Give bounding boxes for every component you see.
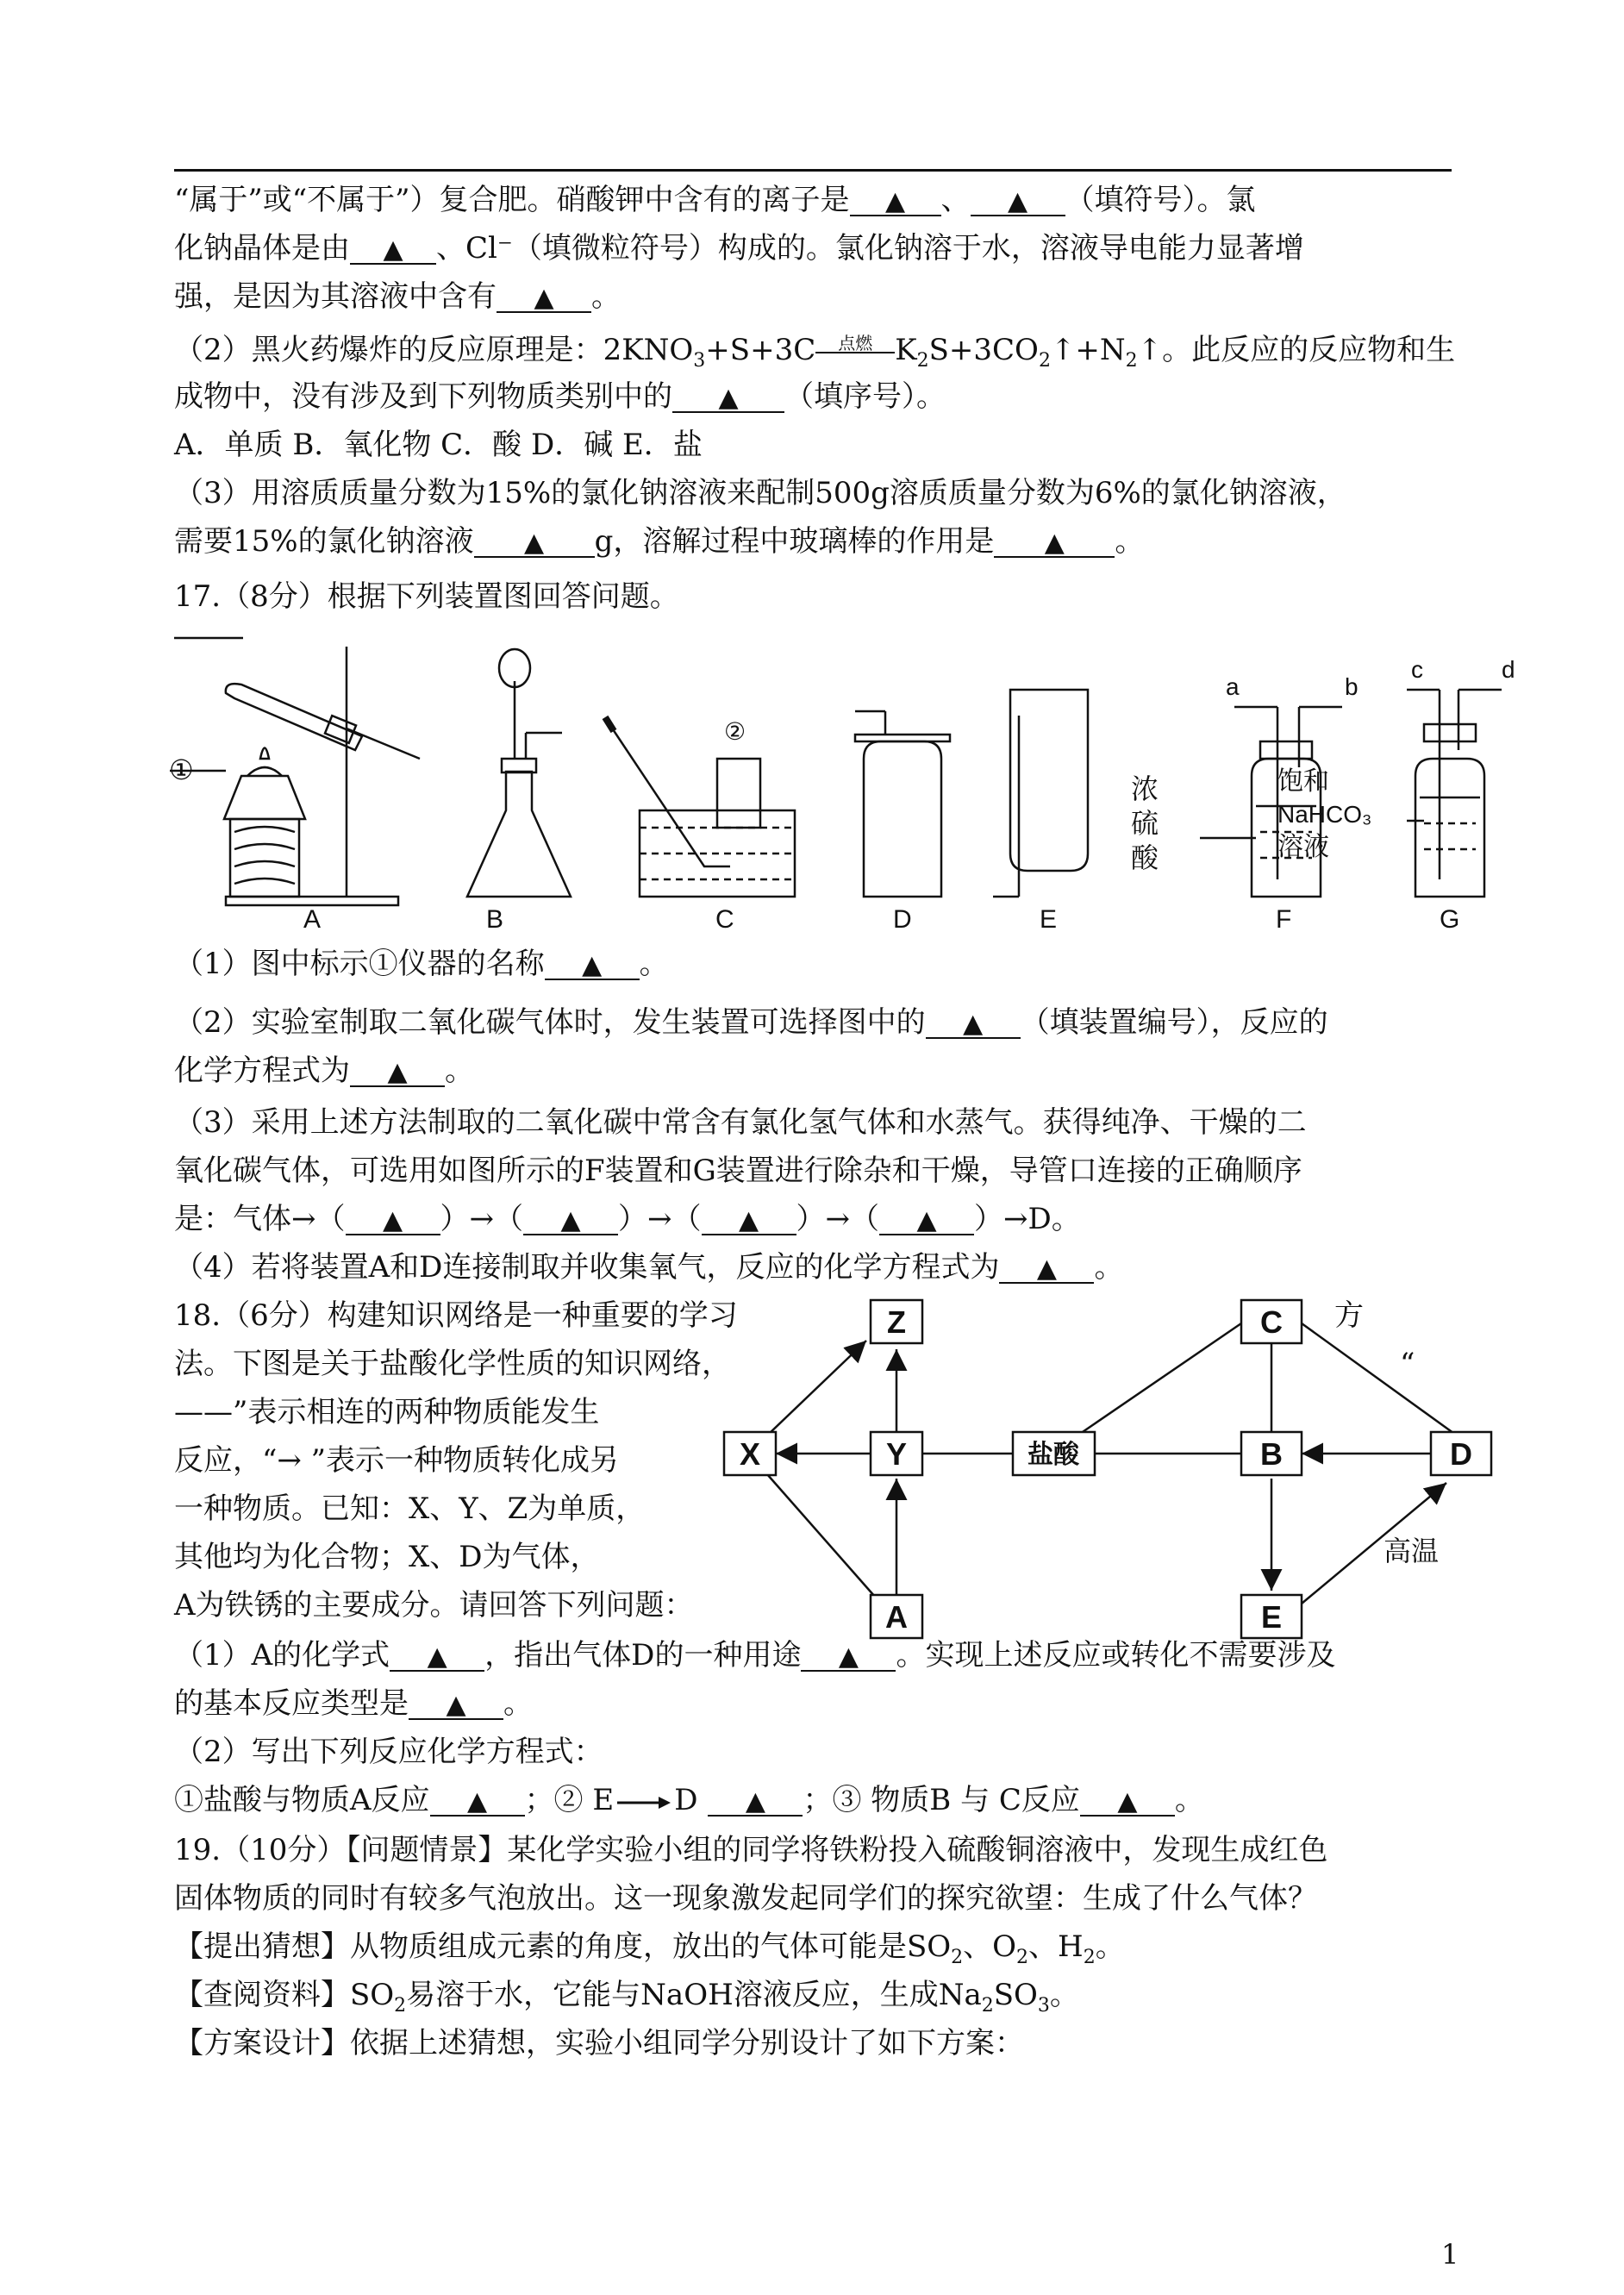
answer-blank[interactable]: ▲: [850, 187, 941, 216]
text-line: A为铁锈的主要成分。请回答下列问题：: [174, 1588, 694, 1623]
answer-blank[interactable]: ▲: [523, 1206, 618, 1235]
svg-text:硫: 硫: [1131, 808, 1159, 839]
svg-text:A: A: [885, 1599, 908, 1635]
svg-text:C: C: [1260, 1304, 1283, 1340]
svg-text:D: D: [893, 905, 912, 934]
text-line: （3）采用上述方法制取的二氧化碳中常含有氯化氢气体和水蒸气。获得纯净、干燥的二: [174, 1105, 1307, 1140]
text-line: 【提出猜想】从物质组成元素的角度，放出的气体可能是$SO_2$、$O_2$、$H_2$。: [174, 1929, 1125, 1968]
svg-text:酸: 酸: [1131, 842, 1159, 873]
svg-text:X: X: [739, 1436, 761, 1472]
text-line: 是：气体→（ ▲ ）→（ ▲ ）→（ ▲ ）→（ ▲ ）→D。: [174, 1202, 1081, 1236]
apparatus-d: [855, 711, 950, 934]
question-17-title: 17.（8分）根据下列装置图回答问题。: [174, 579, 679, 614]
text-line: （2）实验室制取二氧化碳气体时，发生装置可选择图中的 ▲ （填装置编号），反应的: [174, 1005, 1328, 1040]
text-line: ——”表示相连的两种物质能发生: [174, 1395, 600, 1429]
svg-text:E: E: [1260, 1599, 1283, 1635]
apparatus-figure: [169, 638, 1515, 934]
answer-blank[interactable]: ▲: [672, 384, 784, 413]
marker-1: ①: [169, 754, 194, 785]
answer-blank[interactable]: ▲: [994, 528, 1115, 558]
text-line: 强，是因为其溶液中含有 ▲ 。: [174, 279, 621, 314]
answer-blank[interactable]: ▲: [545, 951, 640, 980]
text-line: 的基本反应类型是 ▲ 。: [174, 1686, 533, 1721]
svg-text:F: F: [1276, 905, 1292, 934]
svg-text:饱和: 饱和: [1277, 767, 1329, 796]
page-number: 1: [1441, 2238, 1459, 2271]
reaction-condition: 点燃: [838, 333, 873, 353]
text-line: 反应，“→ ”表示一种物质转化成另: [174, 1443, 620, 1478]
apparatus-c: [605, 717, 795, 934]
answer-blank[interactable]: ▲: [350, 235, 436, 265]
text-line: （4）若将装置A和D连接制取并收集氧气，反应的化学方程式为 ▲ 。: [174, 1250, 1124, 1285]
text-line: （1）A的化学式 ▲ ，指出气体D的一种用途 ▲ 。实现上述反应或转化不需要涉及: [174, 1638, 1336, 1673]
answer-blank[interactable]: ▲: [346, 1206, 440, 1235]
text-line: 固体物质的同时有较多气泡放出。这一现象激发起同学们的探究欲望：生成了什么气体？: [174, 1881, 1317, 1916]
svg-text:C: C: [715, 905, 734, 934]
svg-text:A: A: [303, 905, 322, 934]
edge-label-high-temp: 高温: [1384, 1535, 1440, 1566]
text-line: 【方案设计】依据上述猜想，实验小组同学分别设计了如下方案：: [174, 2026, 1024, 2060]
text-line: 氧化碳气体，可选用如图所示的F装置和G装置进行除杂和干燥，导管口连接的正确顺序: [174, 1154, 1302, 1188]
svg-text:盐酸: 盐酸: [1027, 1441, 1079, 1469]
arrow-icon: [614, 1785, 674, 1819]
answer-blank[interactable]: ▲: [879, 1206, 974, 1235]
svg-text:D: D: [1450, 1436, 1472, 1472]
apparatus-b: [467, 649, 571, 934]
answer-blank[interactable]: ▲: [702, 1206, 796, 1235]
svg-text:Z: Z: [887, 1304, 906, 1340]
answer-blank[interactable]: ▲: [497, 284, 591, 313]
text-line: （3）用溶质质量分数为15%的氯化钠溶液来配制500g溶质质量分数为6%的氯化钠溶液，: [174, 476, 1346, 510]
text-line: 化学方程式为 ▲ 。: [174, 1054, 474, 1088]
text-line: 一种物质。已知：X、Y、Z为单质，: [174, 1491, 646, 1526]
text-line: 【查阅资料】$SO_2$易溶于水，它能与NaOH溶液反应，生成$Na_2SO_3$。: [174, 1978, 1079, 2017]
text-line: “属于”或“不属于”）复合肥。硝酸钾中含有的离子是 ▲ 、 ▲ （填符号）。氯: [174, 183, 1256, 217]
answer-blank[interactable]: ▲: [801, 1642, 896, 1672]
port-b: b: [1345, 673, 1359, 700]
question-18-title: 18.（6分）构建知识网络是一种重要的学习: [174, 1298, 738, 1333]
options-line: A．单质 B．氧化物 C．酸 D．碱 E．盐: [174, 428, 703, 462]
answer-blank[interactable]: ▲: [708, 1787, 803, 1817]
answer-blank[interactable]: ▲: [430, 1787, 525, 1817]
svg-text:Y: Y: [885, 1436, 908, 1472]
text-line: （2）写出下列反应化学方程式：: [174, 1735, 603, 1769]
apparatus-e: [993, 690, 1088, 934]
svg-text:E: E: [1040, 905, 1058, 934]
port-c: c: [1411, 656, 1423, 683]
answer-blank[interactable]: ▲: [971, 187, 1065, 216]
svg-text:B: B: [1260, 1436, 1283, 1472]
answer-blank[interactable]: ▲: [390, 1642, 484, 1672]
answer-blank[interactable]: ▲: [926, 1010, 1021, 1039]
svg-text:浓: 浓: [1131, 773, 1159, 804]
text-line: 化钠晶体是由 ▲ 、Cl⁻（填微粒符号）构成的。氯化钠溶于水，溶液导电能力显著增: [174, 231, 1304, 266]
apparatus-g: [1277, 656, 1515, 934]
answer-blank[interactable]: ▲: [999, 1254, 1094, 1284]
answer-blank[interactable]: ▲: [1080, 1787, 1175, 1817]
svg-text:B: B: [486, 905, 504, 934]
answer-blank[interactable]: ▲: [409, 1691, 503, 1720]
port-a: a: [1226, 673, 1240, 700]
marker-2: ②: [724, 718, 746, 745]
text-line: 成物中，没有涉及到下列物质类别中的 ▲ （填序号）。: [174, 379, 946, 414]
text-line: （1）图中标示①仪器的名称 ▲ 。: [174, 947, 669, 981]
port-d: d: [1502, 656, 1515, 683]
svg-text:溶液: 溶液: [1277, 833, 1329, 861]
answer-blank[interactable]: ▲: [474, 528, 595, 558]
apparatus-a: [169, 638, 420, 934]
knowledge-network-diagram: [707, 1293, 1508, 1638]
svg-text:G: G: [1440, 905, 1460, 934]
text-line: 法。下图是关于盐酸化学性质的知识网络，: [174, 1347, 731, 1381]
svg-text:NaHCO₃: NaHCO₃: [1277, 801, 1372, 828]
header-rule: [174, 169, 1452, 172]
text-line: ①盐酸与物质A反应 ▲ ；② E D ▲ ；③ 物质B 与 C反应 ▲ 。: [174, 1783, 1204, 1817]
text-line: 其他均为化合物；X、D为气体，: [174, 1540, 600, 1574]
equation-line: （2）黑火药爆炸的反应原理是：$2KNO_3+S+3C$ 点燃 $K_2S+3CO_2↑+N_2↑$。此反应的反应物和生: [174, 333, 1455, 378]
text-line: 需要15%的氯化钠溶液 ▲ g，溶解过程中玻璃棒的作用是 ▲ 。: [174, 524, 1145, 559]
question-19-title: 19.（10分）【问题情景】某化学实验小组的同学将铁粉投入硫酸铜溶液中，发现生成红色: [174, 1833, 1328, 1867]
answer-blank[interactable]: ▲: [350, 1058, 445, 1087]
